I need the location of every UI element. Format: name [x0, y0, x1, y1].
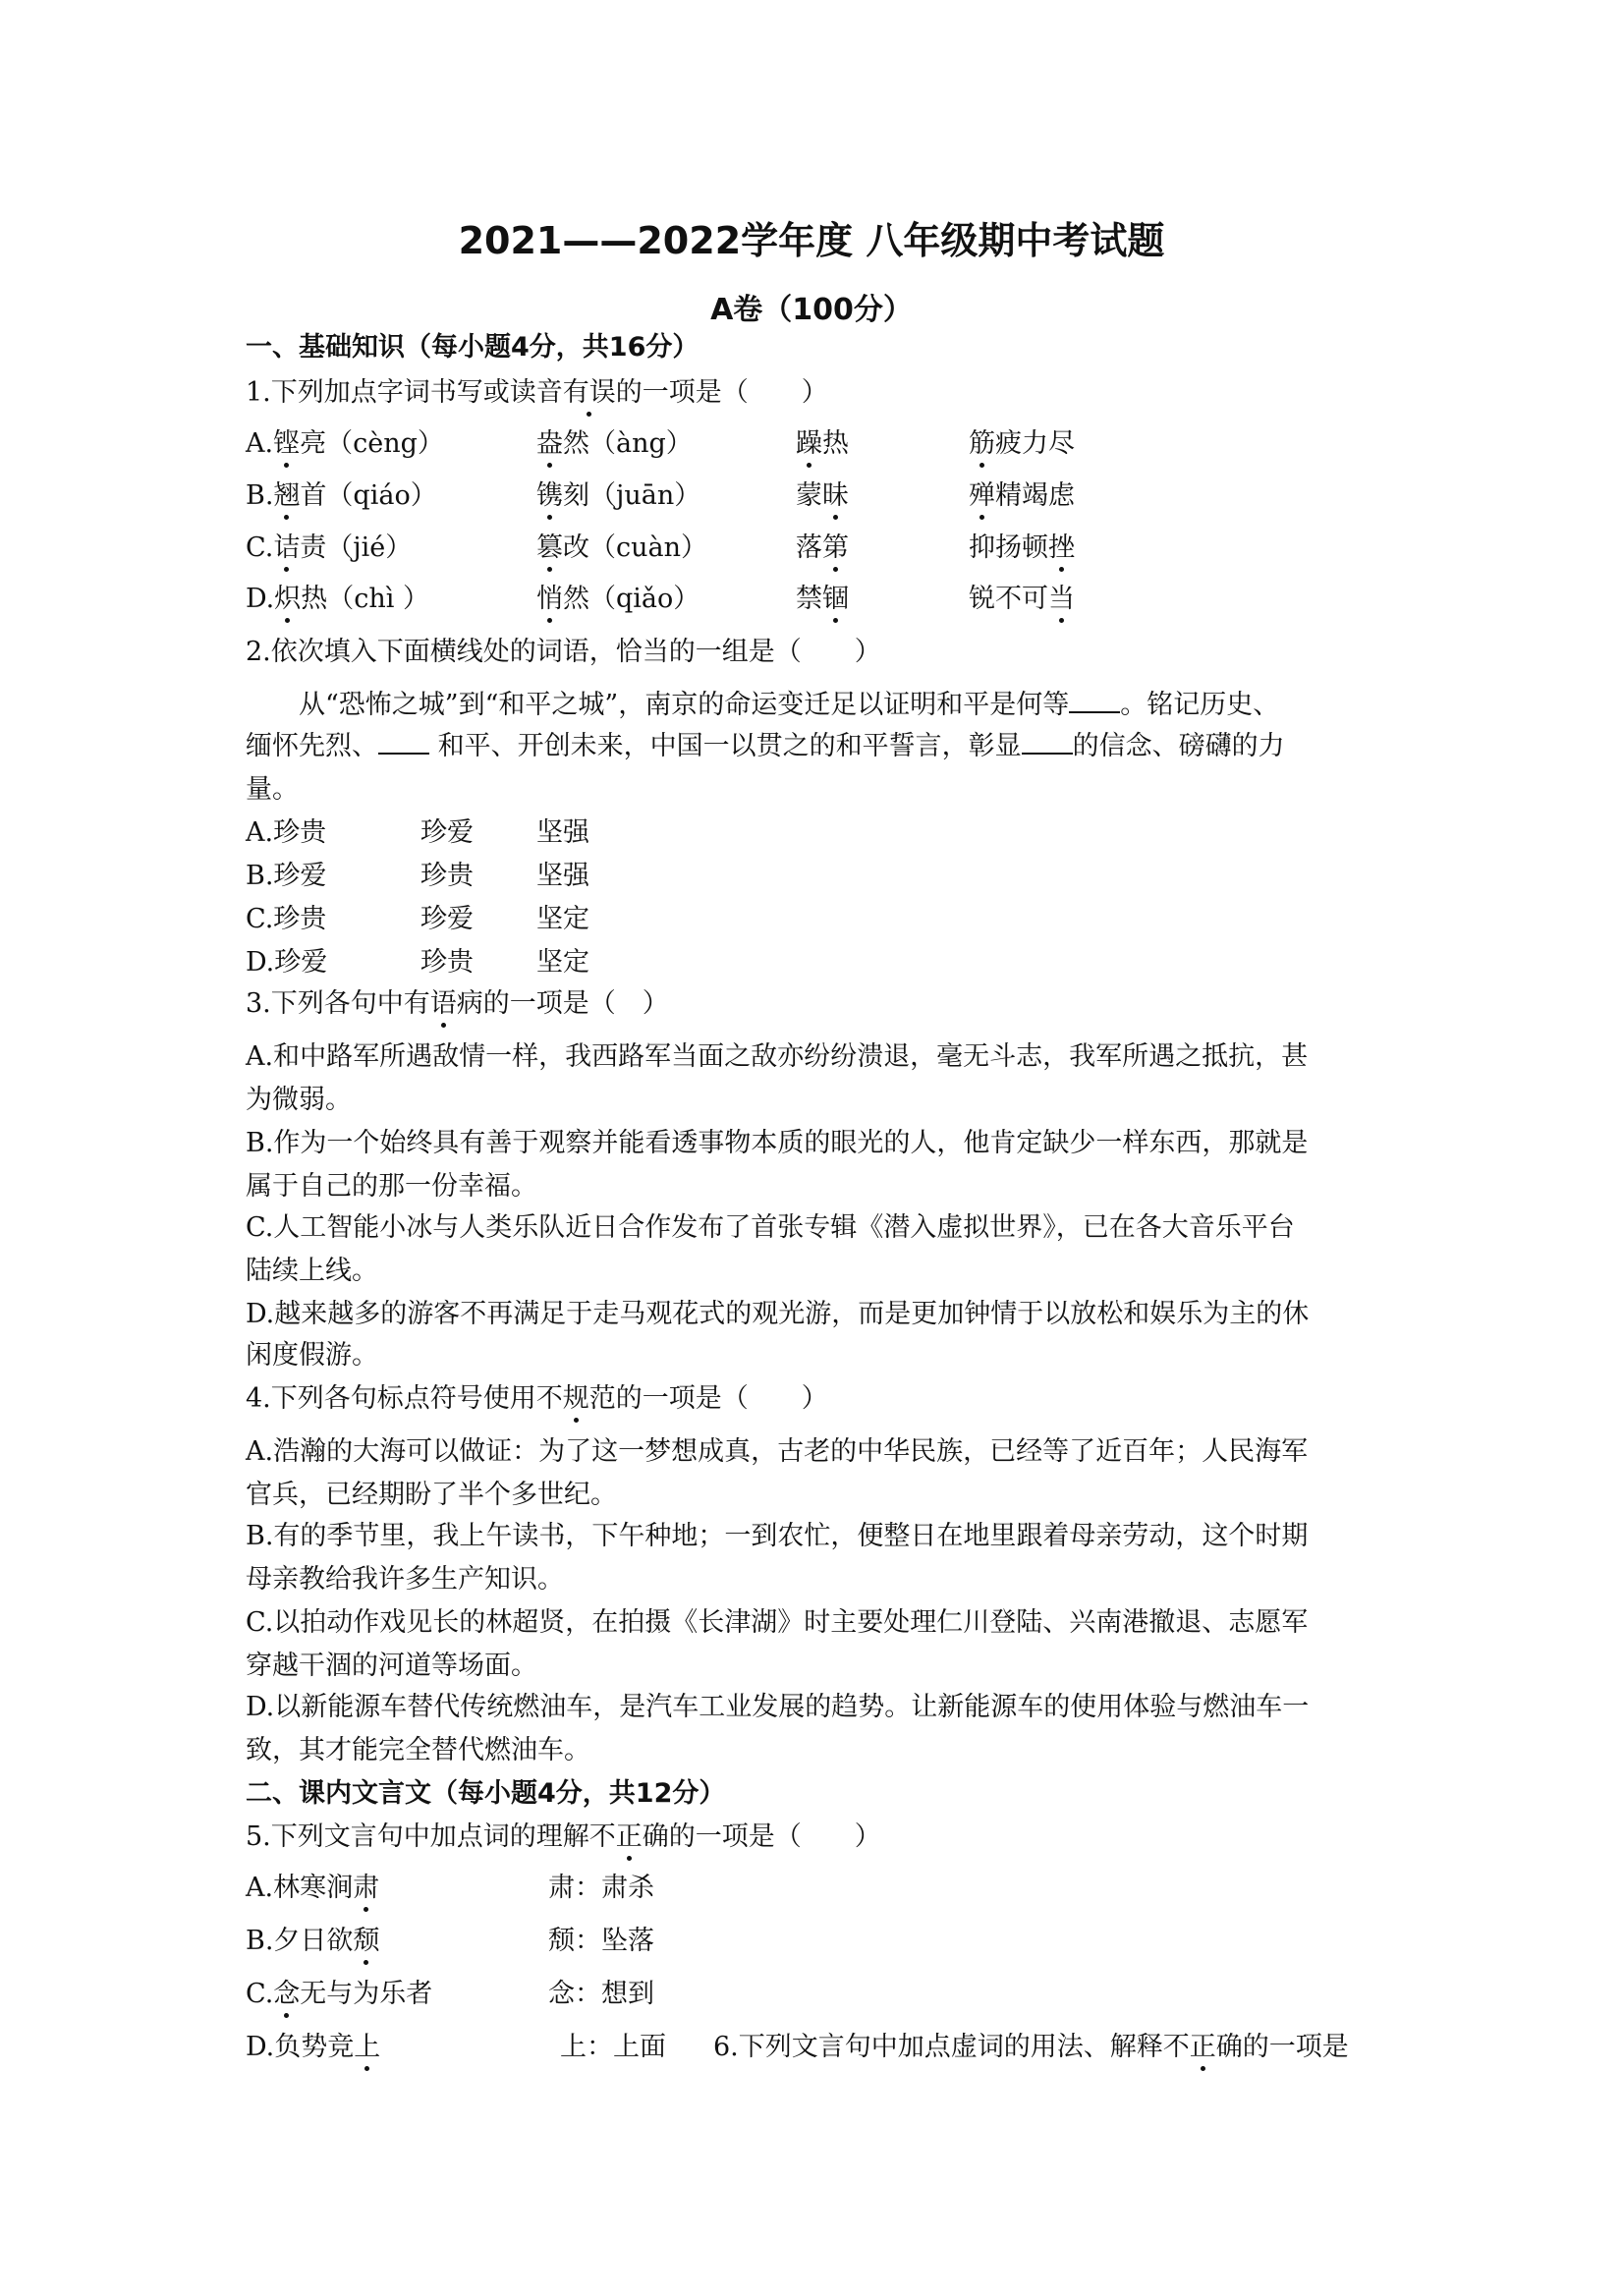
q1-option-a-4: 筋疲力尽: [969, 426, 1075, 462]
stem-text: 6.下列文言句中加点虚词的用法、解释: [713, 2032, 1163, 2062]
q1-option-d-3: 禁锢: [796, 582, 849, 617]
q3-option-line: D.越来越多的游客不再满足于走马观花式的观光游，而是更加钟情于以放松和娱乐为主的休: [246, 1299, 1310, 1329]
q1-option-d-4: 锐不可当: [969, 582, 1075, 617]
stem-text: 5.下列文言句中加点词的理解: [246, 1821, 589, 1852]
q2-option-a-1: A.珍贵: [246, 817, 327, 848]
passage-text: 缅怀先烈、: [246, 731, 378, 761]
q1-option-c-3: 落第: [796, 531, 849, 566]
stem-text: 的一项是（ ）: [668, 1821, 881, 1852]
section-1-heading: 一、基础知识（每小题4分，共16分）: [246, 332, 700, 363]
passage-text: 的信念、磅礴的力: [1072, 731, 1285, 761]
question-5-stem: [246, 1820, 881, 1855]
q3-option-line: C.人工智能小冰与人类乐队近日合作发布了首张专辑《潜入虚拟世界》，已在各大音乐平台: [246, 1212, 1295, 1243]
stem-text: 的一项是（ ）: [615, 1383, 828, 1414]
q5-option-a-gloss: 肃：肃杀: [548, 1873, 654, 1903]
q5-option-a: A.林寒涧肃: [246, 1871, 379, 1906]
q1-option-a-2: 盎然（àng）: [536, 426, 693, 462]
fill-blank: [1069, 688, 1120, 713]
q2-option-b-2: 珍贵: [420, 861, 474, 891]
section-2-heading: 二、课内文言文（每小题4分，共12分）: [246, 1778, 726, 1809]
stem-text: 4.下列各句标点符号使用: [246, 1383, 536, 1414]
q2-option-a-2: 珍爱: [420, 817, 474, 848]
q5-option-b-gloss: 颓：坠落: [548, 1926, 654, 1956]
q1-option-b-2: 镌刻（juān）: [536, 478, 700, 514]
question-1-stem: [246, 375, 828, 411]
q1-option-b-4: 殚精竭虑: [969, 478, 1075, 514]
q1-option-a-1: A.铿亮（cèng）: [246, 426, 444, 462]
q5-option-c: C.念无与为乐者: [246, 1977, 432, 2012]
q1-option-d-1: D.炽热（chì ）: [246, 582, 429, 617]
paper-subtitle: A卷（100分）: [710, 293, 913, 327]
q4-option-line: A.浩瀚的大海可以做证：为了这一梦想成真，古老的中华民族，已经等了近百年；人民海军: [246, 1436, 1309, 1467]
q2-passage-line-3: 量。: [246, 774, 299, 805]
q4-option-line: C.以拍动作戏见长的林超贤，在拍摄《长津湖》时主要处理仁川登陆、兴南港撤退、志愿军: [246, 1607, 1309, 1638]
q1-option-b-1: B.翘首（qiáo）: [246, 478, 437, 514]
exam-title: 2021——2022学年度 八年级期中考试题: [458, 219, 1165, 262]
q1-option-a-3: 躁热: [796, 426, 849, 462]
q1-option-c-1: C.诘责（jié）: [246, 531, 412, 566]
q2-passage-line-2: [246, 729, 1285, 764]
dotted-word: 有语病: [404, 986, 483, 1022]
q3-option-line: B.作为一个始终具有善于观察并能看透事物本质的眼光的人，他肯定缺少一样东西，那就是: [246, 1128, 1309, 1158]
q2-option-d-1: D.珍爱: [246, 947, 328, 978]
dotted-word: 不正确: [589, 1820, 669, 1855]
q3-option-line: 陆续上线。: [246, 1256, 378, 1286]
q2-option-c-1: C.珍贵: [246, 904, 327, 934]
q3-option-line: 闲度假游。: [246, 1340, 378, 1371]
q2-option-d-2: 珍贵: [420, 947, 474, 978]
q1-option-d-2: 悄然（qiǎo）: [536, 582, 700, 617]
stem-text: 的一项是: [1242, 2032, 1349, 2062]
passage-text: 和平、开创未来，中国一以贯之的和平誓言，彰显: [429, 731, 1022, 761]
q5-option-c-gloss: 念：想到: [548, 1979, 654, 2009]
fill-blank: [378, 729, 429, 755]
stem-text: 的一项是（ ）: [615, 377, 828, 408]
q2-passage-line-1: [246, 688, 1279, 723]
q4-option-line: 官兵，已经期盼了半个多世纪。: [246, 1480, 617, 1510]
q3-option-line: 为微弱。: [246, 1085, 352, 1115]
passage-text: 。铭记历史、: [1120, 690, 1280, 720]
q4-option-line: B.有的季节里，我上午读书，下午种地；一到农忙，便整日在地里跟着母亲劳动，这个时期: [246, 1521, 1309, 1551]
q4-option-line: 母亲教给我许多生产知识。: [246, 1564, 564, 1595]
q3-option-line: 属于自己的那一份幸福。: [246, 1171, 537, 1202]
fill-blank: [1022, 729, 1073, 755]
question-2-stem: 2.依次填入下面横线处的词语，恰当的一组是（ ）: [246, 637, 881, 667]
dotted-word: 有误: [563, 375, 616, 411]
q2-option-b-3: 坚强: [536, 861, 589, 891]
q5-option-b: B.夕日欲颓: [246, 1924, 379, 1959]
q2-option-a-3: 坚强: [536, 817, 589, 848]
q2-option-c-3: 坚定: [536, 904, 589, 934]
dotted-word: 不正确: [1163, 2030, 1243, 2065]
q1-option-c-4: 抑扬顿挫: [969, 531, 1075, 566]
question-6-stem: [713, 2030, 1349, 2065]
q4-option-line: D.以新能源车替代传统燃油车，是汽车工业发展的趋势。让新能源车的使用体验与燃油车一: [246, 1692, 1310, 1722]
q5-option-d-gloss: 上：上面: [560, 2032, 666, 2062]
stem-text: 1.下列加点字词书写或读音: [246, 377, 563, 408]
q5-option-d: D.负势竞上: [246, 2030, 380, 2065]
dotted-word: 不规范: [536, 1381, 616, 1417]
q1-option-b-3: 蒙昧: [796, 478, 849, 514]
q2-option-b-1: B.珍爱: [246, 861, 327, 891]
stem-text: 的一项是（ ）: [482, 988, 669, 1019]
q4-option-line: 穿越干涸的河道等场面。: [246, 1651, 537, 1681]
q3-option-line: A.和中路军所遇敌情一样，我西路军当面之敌亦纷纷溃退，毫无斗志，我军所遇之抵抗，甚: [246, 1041, 1309, 1072]
stem-text: 3.下列各句中: [246, 988, 404, 1019]
question-4-stem: [246, 1381, 828, 1417]
q1-option-c-2: 篡改（cuàn）: [536, 531, 707, 566]
q2-option-d-3: 坚定: [536, 947, 589, 978]
question-3-stem: [246, 986, 669, 1022]
q4-option-line: 致，其才能完全替代燃油车。: [246, 1735, 590, 1765]
passage-text: 从“恐怖之城”到“和平之城”，南京的命运变迁足以证明和平是何等: [299, 690, 1070, 720]
q2-option-c-2: 珍爱: [420, 904, 474, 934]
